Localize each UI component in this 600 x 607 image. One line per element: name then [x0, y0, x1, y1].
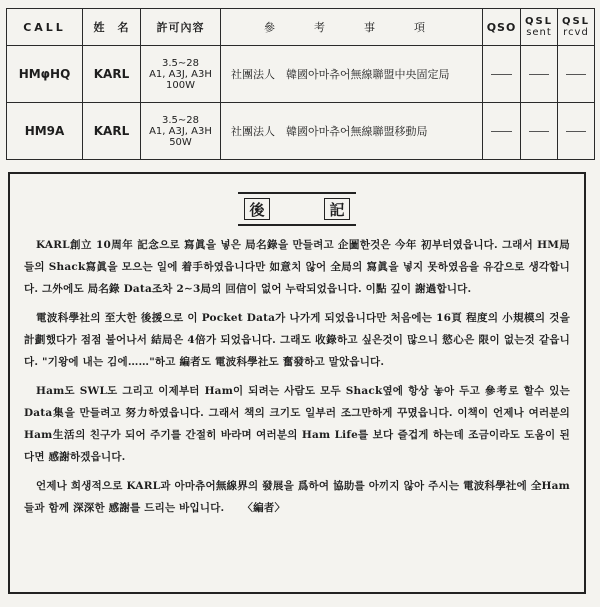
afterword-paragraph-2: 電波科學社의 至大한 後援으로 이 Pocket Data가 나가게 되었읍니다만 처음에는 16頁 程度의 小規模의 것을 計劃했다가 점점 불어나서 結局은 4倍가 되었읍니다. 그래도 收錄하고 싶은것이 많으니 慾心은 限이 없는것 같읍니다. "기왕에 내는 김에……"하고 編者도 電波科學社도 奮發하고 말았읍니다.: [24, 312, 570, 368]
blank-line: [491, 74, 512, 75]
afterword-title-left: 後: [244, 198, 270, 220]
table-row: [7, 103, 595, 160]
cell-qso: [483, 46, 521, 103]
permit-power: 100W: [166, 79, 195, 91]
blank-line: [566, 74, 586, 75]
permit-band: 3.5∼28: [161, 57, 199, 69]
afterword-box: [8, 172, 586, 594]
cell-call: HMφHQ: [7, 46, 83, 103]
afterword-paragraph-3: Ham도 SWL도 그리고 이제부터 Ham이 되려는 사람도 모두 Shack옆에 항상 놓아 두고 參考로 할수 있는 Data集을 만들려고 努力하였읍니다. 그래서 책의 크기도 일부러 조그만하게 꾸몄읍니다. 이책이 언제나 여러분의 Ham生活의 친구가 되어 주기를 간절히 바라며 여러분의 Ham Life를 보다 즐겁게 하는데 조금이라도 도움이 된다면 感謝하겠읍니다.: [24, 385, 570, 463]
blank-line: [529, 74, 549, 75]
cell-call: HM9A: [7, 103, 83, 160]
afterword-body: [24, 234, 570, 526]
header-qsl-rcvd: [558, 9, 595, 46]
afterword-title: [238, 192, 356, 226]
cell-reference: 社團法人 韓國아마츄어無線聯盟移動局: [221, 103, 483, 160]
cell-qsl-rcvd: [558, 103, 595, 160]
blank-line: [566, 131, 586, 132]
cell-qsl-sent: [521, 103, 558, 160]
afterword-paragraph-4: [24, 475, 570, 519]
header-qsl-sent: [521, 9, 558, 46]
cell-qsl-sent: [521, 46, 558, 103]
header-qsl-rcvd-top: QSL: [561, 16, 591, 27]
station-table: [6, 8, 595, 160]
permit-modes: A1, A3J, A3H: [149, 68, 212, 80]
afterword-title-right: 記: [324, 198, 350, 220]
cell-reference: 社團法人 韓國아마츄어無線聯盟中央固定局: [221, 46, 483, 103]
table-row: [7, 46, 595, 103]
header-name: 姓 名: [83, 9, 141, 46]
afterword-paragraph-1: KARL創立 10周年 記念으로 寫眞을 넣은 局名錄을 만들려고 企圖한것은 今年 初부터였읍니다. 그래서 HM局들의 Shack寫眞을 모으는 일에 着手하였읍니다만 如意치 않어 全局의 寫眞을 넣지 못하였음을 유감으로 생각합니다. 그外에도 局名錄 Data조차 2∼3局의 回信이 없어 누락되었읍니다. 이點 깊이 謝過합니다.: [24, 239, 570, 295]
header-qsl-sent-top: QSL: [524, 16, 554, 27]
afterword-title-row: [10, 192, 584, 226]
cell-name: KARL: [83, 46, 141, 103]
afterword-paragraph-4-text: 언제나 희생적으로 KARL과 아마츄어無線界의 發展을 爲하여 協助를 아끼지 않아 주시는 電波科學社에 全Ham들과 함께 深深한 感謝를 드리는 바입니다.: [24, 480, 570, 514]
blank-line: [491, 131, 512, 132]
cell-permit: [141, 46, 221, 103]
permit-modes: A1, A3J, A3H: [149, 125, 212, 137]
cell-qsl-rcvd: [558, 46, 595, 103]
header-permit: 許可內容: [141, 9, 221, 46]
cell-qso: [483, 103, 521, 160]
cell-permit: [141, 103, 221, 160]
editor-signature: 〈編者〉: [242, 502, 286, 514]
permit-power: 50W: [169, 136, 192, 148]
permit-band: 3.5∼28: [161, 114, 199, 126]
header-qsl-rcvd-bottom: rcvd: [563, 27, 589, 38]
header-qso: QSO: [483, 9, 521, 46]
header-call: CALL: [7, 9, 83, 46]
header-reference: 參 考 事 項: [221, 9, 483, 46]
cell-name: KARL: [83, 103, 141, 160]
header-qsl-sent-bottom: sent: [526, 27, 552, 38]
blank-line: [529, 131, 549, 132]
table-header-row: [7, 9, 595, 46]
